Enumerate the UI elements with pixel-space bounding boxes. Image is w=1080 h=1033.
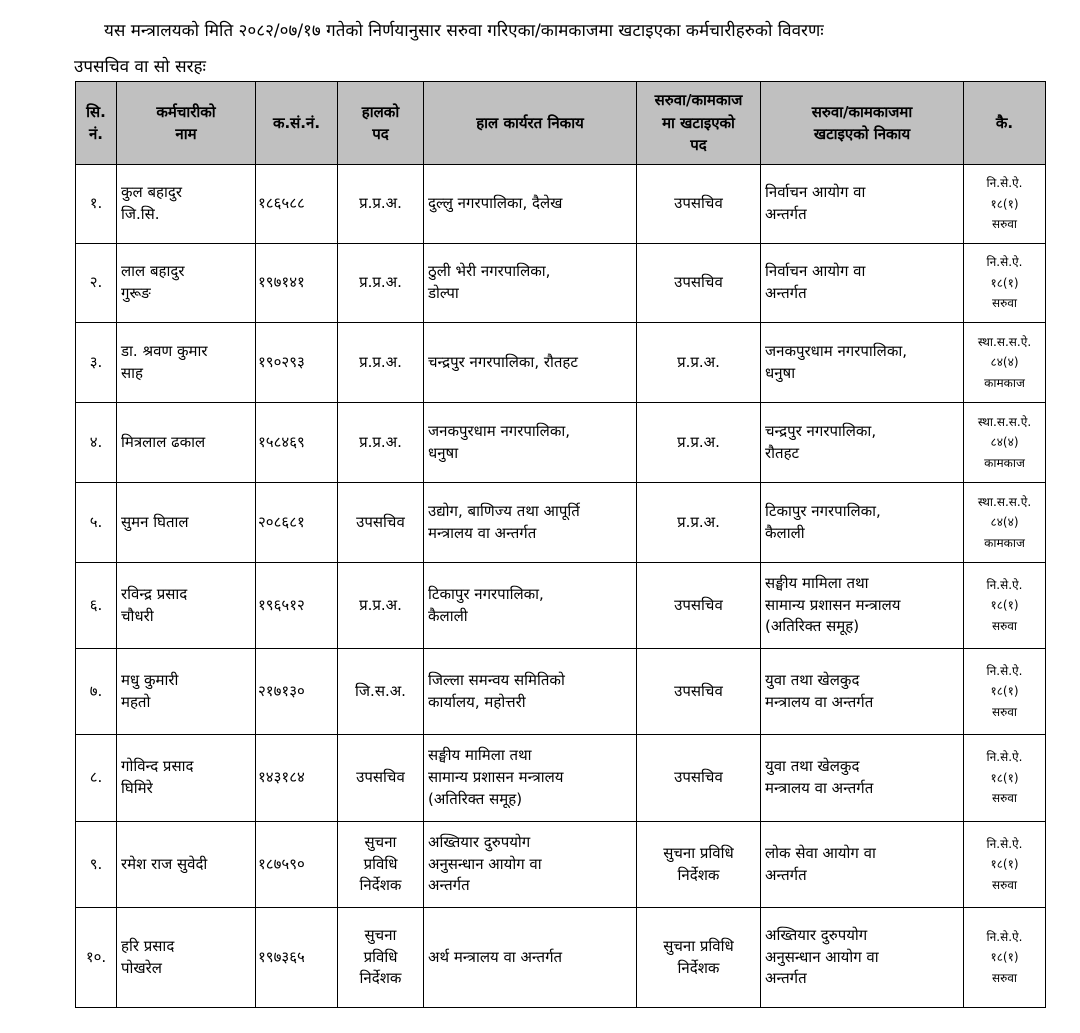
current-post-cell (338, 244, 424, 323)
cell-text: उपसचिव (674, 194, 723, 213)
current-office-cell (424, 403, 637, 483)
remarks-cell (964, 735, 1046, 822)
header-text: कर्मचारीको (156, 102, 216, 121)
cell-text: गुरूङ (121, 284, 151, 302)
header-text: सि. (86, 102, 106, 121)
cell-text: जिल्ला समन्वय समितिको (428, 670, 565, 689)
cell-text: महतो (121, 692, 151, 711)
employee-name-cell (117, 403, 256, 483)
header-text: क.सं.नं. (272, 113, 321, 132)
cell-text: सुचना प्रविधि (663, 936, 734, 955)
table-row (76, 822, 1046, 908)
cell-text: सुचना प्रविधि (663, 843, 734, 862)
cell-text: कैलाली (428, 606, 468, 625)
code-no-cell: १९७३६५ (256, 908, 338, 1008)
table-row (76, 483, 1046, 563)
cell-text: अर्थ मन्त्रालय वा अन्तर्गत (428, 947, 563, 966)
cell-text: ८४(४) (990, 355, 1019, 370)
cell-text: नि.से.ऐ. (986, 577, 1023, 592)
code-no-cell: १९६५१२ (256, 563, 338, 649)
current-post-cell (338, 822, 424, 908)
table-row (76, 735, 1046, 822)
header-text: सरुवा/कामकाज (654, 91, 743, 110)
cell-text: स्था.स.स.ऐ. (977, 414, 1032, 429)
cell-text: प्र.प्र.अ. (359, 352, 402, 371)
header-text: हाल कार्यरत निकाय (476, 113, 584, 132)
cell-text: निर्देशक (359, 876, 402, 895)
cell-text: १८(१) (990, 950, 1019, 965)
cell-text: पोखरेल (121, 958, 162, 977)
cell-text: स्था.स.स.ऐ. (977, 494, 1032, 509)
current-post-cell (338, 649, 424, 735)
employee-name-cell (117, 244, 256, 323)
current-office-cell (424, 323, 637, 403)
remarks-cell (964, 649, 1046, 735)
cell-text: निर्वाचन आयोग वा (765, 183, 866, 202)
cell-text: नि.से.ऐ. (986, 929, 1023, 944)
new-office-cell (761, 563, 964, 649)
new-office-cell (761, 649, 964, 735)
cell-text: कुल बहादुर (121, 183, 182, 202)
employee-name-cell (117, 165, 256, 244)
table-row (76, 908, 1046, 1008)
header-text: मा खटाइएको (662, 113, 735, 132)
table-header-row (76, 82, 1046, 165)
cell-text: सरुवा (991, 970, 1018, 985)
cell-text: निर्देशक (677, 958, 720, 977)
employee-name-cell (117, 483, 256, 563)
cell-text: साह (121, 363, 143, 382)
cell-text: घिमिरे (121, 779, 153, 797)
cell-text: निर्देशक (677, 865, 720, 884)
cell-text: जनकपुरधाम नगरपालिका, (765, 341, 908, 360)
cell-text: अनुसन्धान आयोग वा (428, 854, 542, 873)
cell-text: धनुषा (765, 363, 796, 382)
header-employee-name (117, 82, 256, 165)
serial-no-cell: ३. (76, 323, 117, 403)
current-office-cell (424, 649, 637, 735)
cell-text: मित्रलाल ढकाल (121, 432, 206, 451)
cell-text: मन्त्रालय वा अन्तर्गत (765, 692, 874, 711)
section-heading: उपसचिव वा सो सरहः (74, 57, 206, 77)
current-post-cell (338, 403, 424, 483)
cell-text: सङ्घीय मामिला तथा (765, 573, 869, 592)
cell-text: कामकाज (984, 455, 1025, 470)
header-text: खटाइएको निकाय (813, 125, 911, 143)
cell-text: प्र.प्र.अ. (359, 595, 402, 614)
cell-text: उद्योग, बाणिज्य तथा आपूर्ति (428, 501, 580, 520)
cell-text: लाल बहादुर (121, 262, 185, 281)
cell-text: १८(१) (990, 196, 1019, 211)
cell-text: प्र.प्र.अ. (677, 432, 720, 451)
current-office-cell (424, 908, 637, 1008)
new-post-cell (637, 403, 761, 483)
cell-text: अन्तर्गत (765, 969, 807, 988)
cell-text: धनुषा (428, 443, 459, 462)
cell-text: मन्त्रालय वा अन्तर्गत (765, 779, 874, 797)
header-text: कै. (995, 113, 1014, 132)
cell-text: निर्देशक (359, 969, 402, 988)
code-no-cell: १८६५८८ (256, 165, 338, 244)
cell-text: सरुवा (991, 618, 1018, 633)
cell-text: टिकापुर नगरपालिका, (765, 501, 881, 520)
cell-text: जि.स.अ. (355, 681, 406, 700)
header-new-office (761, 82, 964, 165)
header-text: नाम (175, 125, 197, 143)
new-post-cell (637, 483, 761, 563)
current-office-cell (424, 483, 637, 563)
cell-text: प्रविधि (363, 947, 398, 966)
cell-text: दुल्लु नगरपालिका, दैलेख (428, 194, 563, 213)
cell-text: प्र.प्र.अ. (677, 352, 720, 371)
new-office-cell (761, 483, 964, 563)
cell-text: कामकाज (984, 375, 1025, 390)
cell-text: नि.से.ऐ. (986, 663, 1023, 678)
cell-text: सङ्घीय मामिला तथा (428, 746, 532, 765)
cell-text: नि.से.ऐ. (986, 836, 1023, 851)
code-no-cell: २०८६८१ (256, 483, 338, 563)
cell-text: लोक सेवा आयोग वा (765, 843, 876, 862)
remarks-cell (964, 908, 1046, 1008)
table-row (76, 649, 1046, 735)
current-post-cell (338, 165, 424, 244)
cell-text: चौधरी (121, 606, 154, 625)
cell-text: कैलाली (765, 523, 805, 542)
remarks-cell (964, 483, 1046, 563)
current-post-cell (338, 908, 424, 1008)
cell-text: अन्तर्गत (765, 865, 807, 884)
header-remarks (964, 82, 1046, 165)
current-post-cell (338, 735, 424, 822)
cell-text: सुचना (364, 925, 397, 944)
new-post-cell (637, 649, 761, 735)
cell-text: सरुवा (991, 217, 1018, 232)
code-no-cell: १९७१४१ (256, 244, 338, 323)
table-row (76, 403, 1046, 483)
cell-text: ८४(४) (990, 435, 1019, 450)
new-office-cell (761, 323, 964, 403)
remarks-cell (964, 563, 1046, 649)
cell-text: डा. श्रवण कुमार (121, 341, 208, 360)
new-office-cell (761, 165, 964, 244)
header-serial-no (76, 82, 117, 165)
cell-text: १८(१) (990, 598, 1019, 613)
new-office-cell (761, 822, 964, 908)
new-office-cell (761, 908, 964, 1008)
new-post-cell (637, 908, 761, 1008)
serial-no-cell: ८. (76, 735, 117, 822)
serial-no-cell: ९. (76, 822, 117, 908)
cell-text: १८(१) (990, 857, 1019, 872)
cell-text: उपसचिव (674, 768, 723, 787)
header-text: पद (690, 136, 707, 155)
cell-text: रमेश राज सुवेदी (121, 854, 208, 873)
cell-text: उपसचिव (356, 768, 405, 787)
current-office-cell (424, 563, 637, 649)
cell-text: जि.सि. (121, 205, 160, 223)
table-row (76, 165, 1046, 244)
current-post-cell (338, 483, 424, 563)
cell-text: स्था.स.स.ऐ. (977, 334, 1032, 349)
cell-text: युवा तथा खेलकुद (765, 670, 860, 689)
cell-text: युवा तथा खेलकुद (765, 757, 860, 776)
cell-text: अन्तर्गत (765, 205, 807, 223)
remarks-cell (964, 323, 1046, 403)
new-post-cell (637, 735, 761, 822)
cell-text: टिकापुर नगरपालिका, (428, 584, 544, 603)
employee-name-cell (117, 323, 256, 403)
serial-no-cell: १. (76, 165, 117, 244)
cell-text: सामान्य प्रशासन मन्त्रालय (428, 768, 564, 787)
header-current-post (338, 82, 424, 165)
cell-text: उपसचिव (674, 595, 723, 614)
table-body (76, 165, 1046, 1008)
header-text: नं. (88, 125, 104, 143)
header-text: पद (372, 125, 389, 143)
cell-text: प्र.प्र.अ. (677, 512, 720, 531)
cell-text: सरुवा (991, 296, 1018, 311)
current-office-cell (424, 735, 637, 822)
cell-text: अन्तर्गत (765, 284, 807, 302)
employee-name-cell (117, 735, 256, 822)
cell-text: सरुवा (991, 791, 1018, 806)
cell-text: सुमन घिताल (121, 512, 189, 531)
serial-no-cell: ७. (76, 649, 117, 735)
cell-text: अन्तर्गत (428, 876, 470, 895)
code-no-cell: १८७५९० (256, 822, 338, 908)
serial-no-cell: ६. (76, 563, 117, 649)
cell-text: १८(१) (990, 770, 1019, 785)
current-office-cell (424, 244, 637, 323)
cell-text: मन्त्रालय वा अन्तर्गत (428, 523, 537, 542)
cell-text: मधु कुमारी (121, 670, 179, 689)
new-post-cell (637, 563, 761, 649)
remarks-cell (964, 165, 1046, 244)
cell-text: उपसचिव (356, 512, 405, 531)
new-office-cell (761, 403, 964, 483)
table-row (76, 244, 1046, 323)
new-post-cell (637, 165, 761, 244)
cell-text: अख्तियार दुरुपयोग (765, 925, 868, 944)
code-no-cell: १४३१८४ (256, 735, 338, 822)
current-post-cell (338, 563, 424, 649)
cell-text: अख्तियार दुरुपयोग (428, 832, 531, 851)
cell-text: ठुली भेरी नगरपालिका, (428, 262, 551, 281)
employee-name-cell (117, 822, 256, 908)
header-text: सरुवा/कामकाजमा (811, 102, 913, 121)
cell-text: नि.से.ऐ. (986, 255, 1023, 270)
employee-name-cell (117, 908, 256, 1008)
cell-text: सामान्य प्रशासन मन्त्रालय (765, 595, 901, 614)
new-post-cell (637, 244, 761, 323)
new-office-cell (761, 735, 964, 822)
remarks-cell (964, 822, 1046, 908)
serial-no-cell: ५. (76, 483, 117, 563)
cell-text: कार्यालय, महोत्तरी (428, 692, 526, 711)
code-no-cell: २१७१३० (256, 649, 338, 735)
cell-text: रौतहट (765, 443, 800, 462)
new-post-cell (637, 822, 761, 908)
cell-text: कामकाज (984, 535, 1025, 550)
transfer-table (75, 81, 1046, 1008)
current-office-cell (424, 822, 637, 908)
serial-no-cell: २. (76, 244, 117, 323)
intro-text: यस मन्त्रालयको मिति २०८२/०७/१७ गतेको निर्णयानुसार सरुवा गरिएका/कामकाजमा खटाइएका कर्मचारीहरुको विवरणः (104, 21, 824, 41)
current-post-cell (338, 323, 424, 403)
cell-text: १८(१) (990, 684, 1019, 699)
cell-text: उपसचिव (674, 681, 723, 700)
cell-text: सरुवा (991, 704, 1018, 719)
cell-text: जनकपुरधाम नगरपालिका, (428, 421, 571, 440)
cell-text: डोल्पा (428, 284, 459, 302)
cell-text: नि.से.ऐ. (986, 176, 1023, 191)
cell-text: नि.से.ऐ. (986, 750, 1023, 765)
table-row (76, 323, 1046, 403)
new-post-cell (637, 323, 761, 403)
employee-name-cell (117, 563, 256, 649)
cell-text: प्र.प्र.अ. (359, 432, 402, 451)
cell-text: रविन्द्र प्रसाद (121, 584, 188, 603)
remarks-cell (964, 403, 1046, 483)
remarks-cell (964, 244, 1046, 323)
cell-text: प्र.प्र.अ. (359, 194, 402, 213)
table-row (76, 563, 1046, 649)
employee-name-cell (117, 649, 256, 735)
header-text: हालको (361, 102, 400, 121)
cell-text: उपसचिव (674, 273, 723, 292)
cell-text: चन्द्रपुर नगरपालिका, (765, 421, 877, 440)
cell-text: सरुवा (991, 877, 1018, 892)
cell-text: (अतिरिक्त समूह) (765, 617, 860, 636)
cell-text: हरि प्रसाद (121, 936, 175, 955)
cell-text: चन्द्रपुर नगरपालिका, रौतहट (428, 352, 578, 371)
cell-text: ८४(४) (990, 515, 1019, 530)
cell-text: प्र.प्र.अ. (359, 273, 402, 292)
code-no-cell: १५८४६९ (256, 403, 338, 483)
cell-text: (अतिरिक्त समूह) (428, 789, 523, 808)
current-office-cell (424, 165, 637, 244)
header-new-post (637, 82, 761, 165)
serial-no-cell: १०. (76, 908, 117, 1008)
cell-text: सुचना (364, 832, 397, 851)
code-no-cell: १९०२९३ (256, 323, 338, 403)
cell-text: १८(१) (990, 275, 1019, 290)
serial-no-cell: ४. (76, 403, 117, 483)
cell-text: निर्वाचन आयोग वा (765, 262, 866, 281)
header-code-no (256, 82, 338, 165)
header-current-office (424, 82, 637, 165)
cell-text: प्रविधि (363, 854, 398, 873)
cell-text: गोविन्द प्रसाद (121, 757, 194, 776)
new-office-cell (761, 244, 964, 323)
cell-text: अनुसन्धान आयोग वा (765, 947, 879, 966)
